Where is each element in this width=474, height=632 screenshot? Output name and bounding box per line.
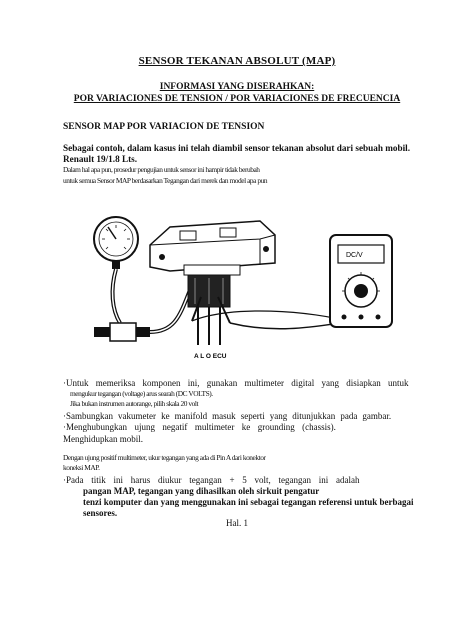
- bullet-4: ·Pada titik ini harus diukur tegangan + 5 volt, tegangan ini adalah: [63, 475, 360, 485]
- note-line-1: Dalam hal apa pun, prosedur pengujian untuk sensor ini hampir tidak berubah: [63, 165, 260, 174]
- document-subtitle-2: POR VARIACIONES DE TENSION / POR VARIACIONES DE FRECUENCIA: [73, 94, 401, 104]
- bullet-2: ·Sambungkan vakumeter ke manifold masuk seperti yang ditunjukkan pada gambar.: [63, 411, 392, 421]
- multimeter-icon: [330, 235, 392, 327]
- document-title: SENSOR TEKANAN ABSOLUT (MAP): [138, 55, 336, 67]
- intro-line-1: Sebagai contoh, dalam kasus ini telah diambil sensor tekanan absolut dari sebuah mobil.: [63, 143, 410, 153]
- document-subtitle-1: INFORMASI YANG DISERAHKAN:: [159, 82, 315, 92]
- bullet-1-note-2: Jika bukan instrumen autorange, pilih skala 20 volt: [70, 399, 199, 408]
- map-sensor-icon: [150, 221, 275, 360]
- bullet-4-continued-3: sensores.: [83, 508, 118, 518]
- note-line-3: Dengan ujung positif multimeter, ukur tegangan yang ada di Pin A dari konektor: [63, 453, 266, 462]
- bullet-1-note-1: mengukur tegangan (voltage) arus searah (DC VOLTS).: [70, 389, 213, 398]
- connector-label: A L O ECU: [194, 353, 227, 360]
- bullet-1: ·Untuk memeriksa komponen ini, gunakan multimeter digital yang disiapkan untuk: [63, 378, 409, 388]
- bullet-4-continued-1: pangan MAP, tegangan yang dihasilkan oleh sirkuit pengatur: [83, 486, 320, 496]
- bullet-3-continued: Menghidupkan mobil.: [63, 434, 143, 444]
- note-line-2: untuk semua Sensor MAP berdasarkan Tegangan dari merek dan model apa pun: [63, 176, 268, 185]
- multimeter-display: DC/V: [346, 252, 363, 259]
- page-number: Hal. 1: [226, 518, 248, 528]
- bullet-4-continued-2: tenzi komputer dan yang menggunakan ini sebagai tegangan referensi untuk berbagai: [83, 497, 414, 507]
- intro-line-2: Renault 19/1.8 Lts.: [63, 154, 138, 164]
- map-test-diagram: [80, 205, 410, 370]
- note-line-4: koneksi MAP.: [63, 463, 100, 472]
- bullet-3: ·Menghubungkan ujung negatif multimeter ke grounding (chassis).: [63, 422, 336, 432]
- section-heading: SENSOR MAP POR VARIACION DE TENSION: [63, 122, 265, 132]
